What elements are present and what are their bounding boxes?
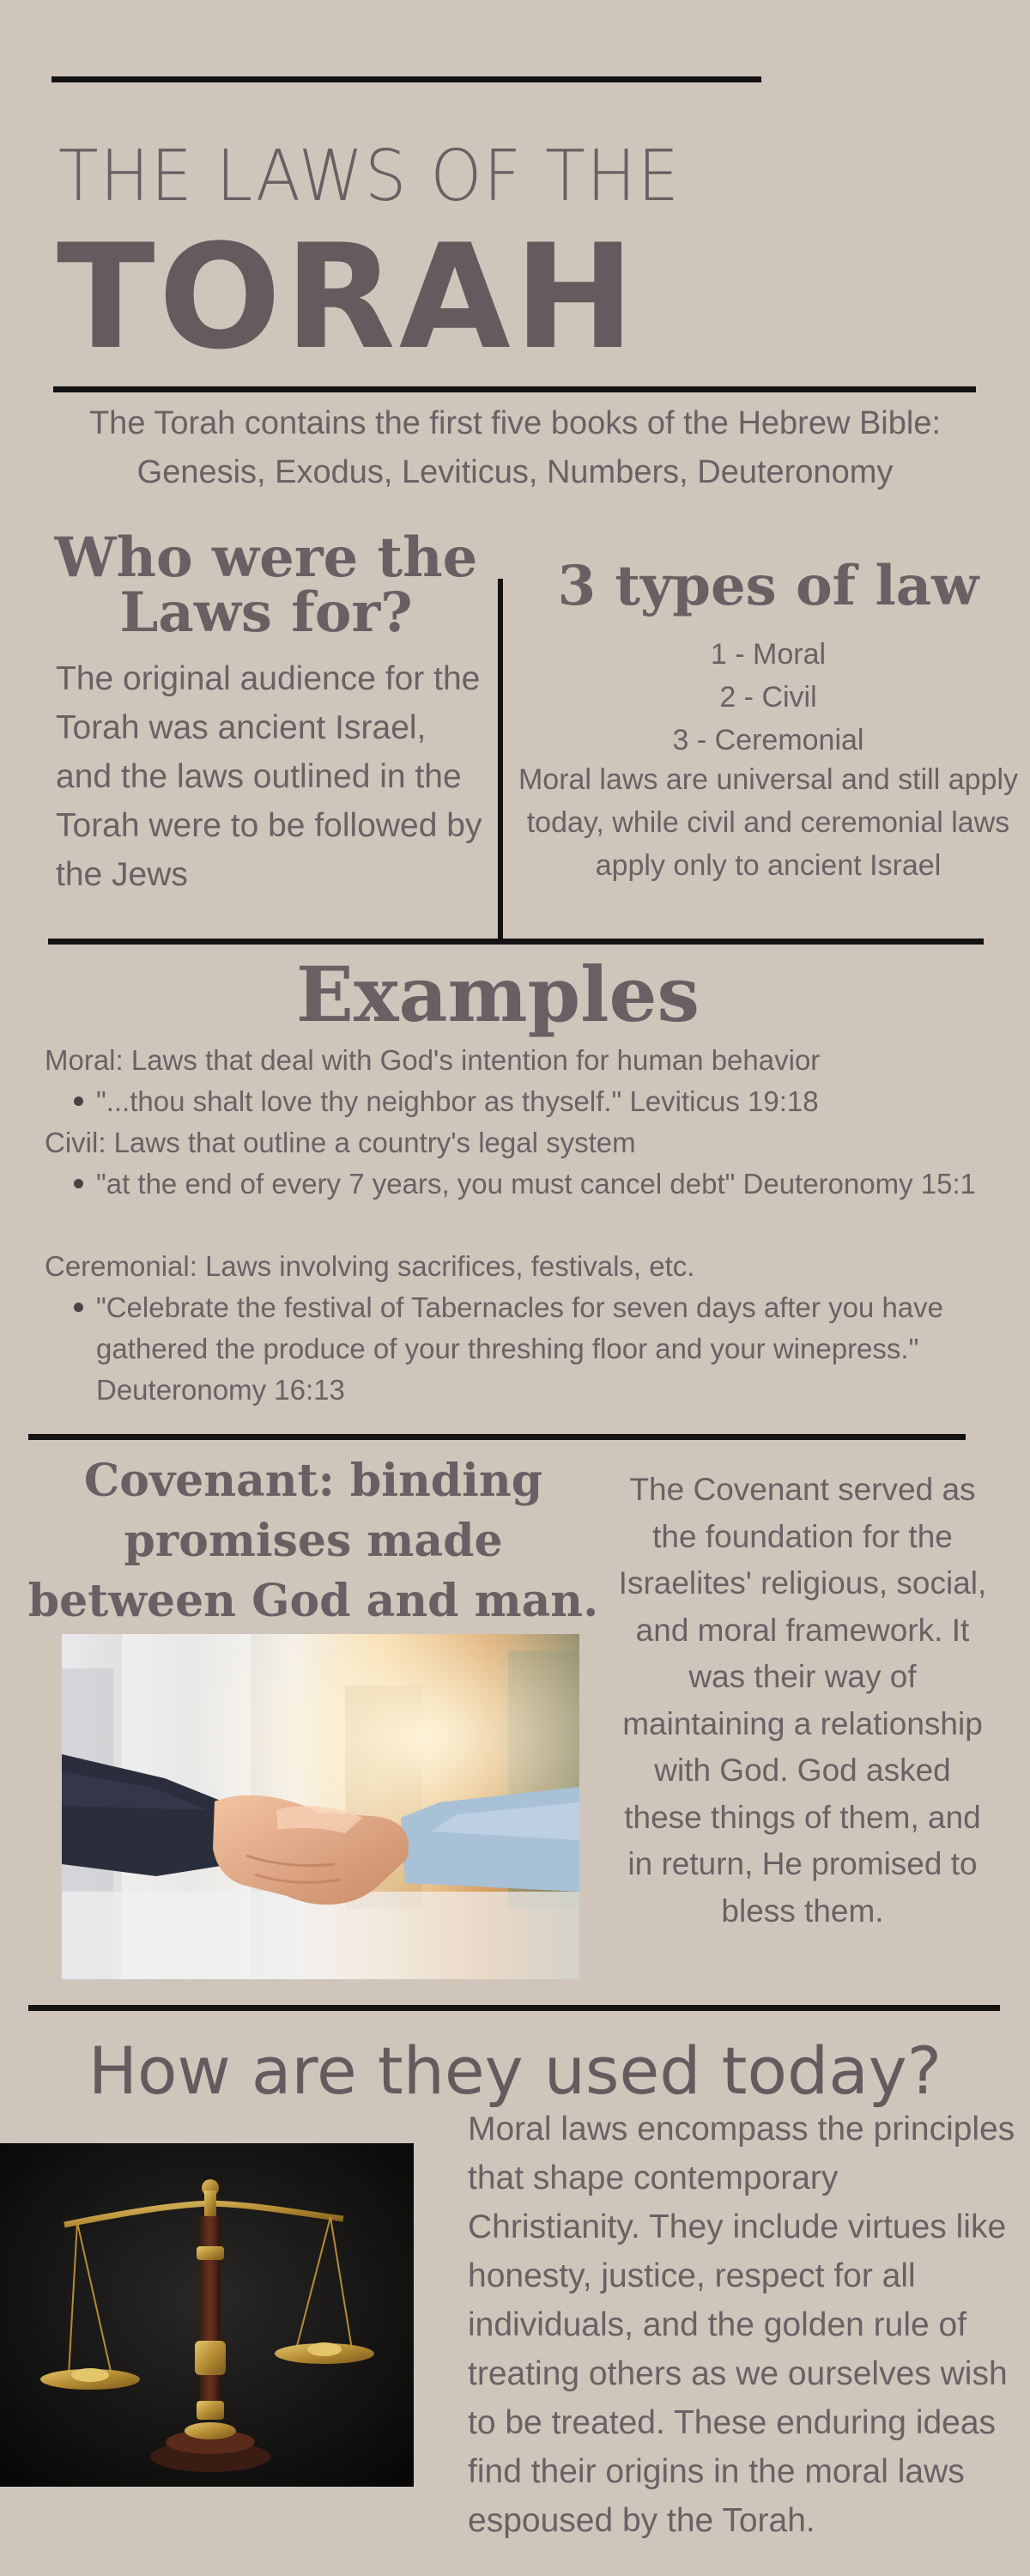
bullet-icon [74,1303,83,1312]
law-types-list [515,633,1021,762]
intro-text: The Torah contains the first five books of the Hebrew Bible: Genesis, Exodus, Leviticus, Numbers, Deuteronomy [88,405,942,490]
moral-example-label: Moral: Laws that deal with God's intention for human behavior [45,1044,821,1076]
law-type-item: 2 - Civil [719,681,817,714]
audience-text: The original audience for the Torah was ancient Israel, and the laws outlined in the Torah were to be followed by the Jews [56,660,482,893]
ceremonial-example-quote: "Celebrate the festival of Tabernacles for seven days after you have gathered the produce of your threshing floor and your winepress." Deuteronomy 16:13 [96,1291,944,1406]
civil-example-label: Civil: Laws that outline a country's legal system [45,1127,636,1158]
law-type-item: 3 - Ceremonial [672,724,864,756]
covenant-divider [28,1434,966,1440]
law-type-item: 1 - Moral [710,638,827,671]
civil-example-quote: "at the end of every 7 years, you must cancel debt" Deuteronomy 15:1 [96,1168,976,1200]
examples-divider [48,939,984,945]
moral-example-quote: "...thou shalt love thy neighbor as thyself." Leviticus 19:18 [96,1085,819,1117]
ceremonial-example-label: Ceremonial: Laws involving sacrifices, festivals, etc. [45,1250,695,1282]
examples-heading: Examples [295,950,700,1039]
handshake-photo [62,1634,579,1979]
bullet-icon [74,1097,83,1106]
top-divider [52,76,761,82]
law-types-description: Moral laws are universal and still apply today, while civil and ceremonial laws apply only to ancient Israel [518,763,1019,882]
scales-of-justice-photo [0,2143,414,2487]
covenant-heading: Covenant: binding promises made between God and man. [27,1455,599,1627]
bullet-icon [74,1179,83,1188]
today-text: Moral laws encompass the principles that shape contemporary Christianity. They include virtues like honesty, justice, respect for all individuals, and the golden rule of treating others as we ourselves wish to be treated. These enduring ideas find their origins in the moral laws espoused by the Torah. [468,2111,1015,2539]
today-heading: How are they used today? [88,2032,942,2109]
page-title: TORAH [57,213,639,381]
audience-heading: Who were the Laws for? [54,526,478,645]
law-types-heading: 3 types of law [557,554,979,618]
covenant-text: The Covenant served as the foundation for the Israelites' religious, social, and moral framework. It was their way of maintaining a relationship with God. God asked these things of them, and in return, He promised to bless them. [618,1472,987,1929]
today-divider [28,2005,1000,2011]
title-divider [53,386,976,392]
title-prefix: THE LAWS OF THE [58,136,681,217]
